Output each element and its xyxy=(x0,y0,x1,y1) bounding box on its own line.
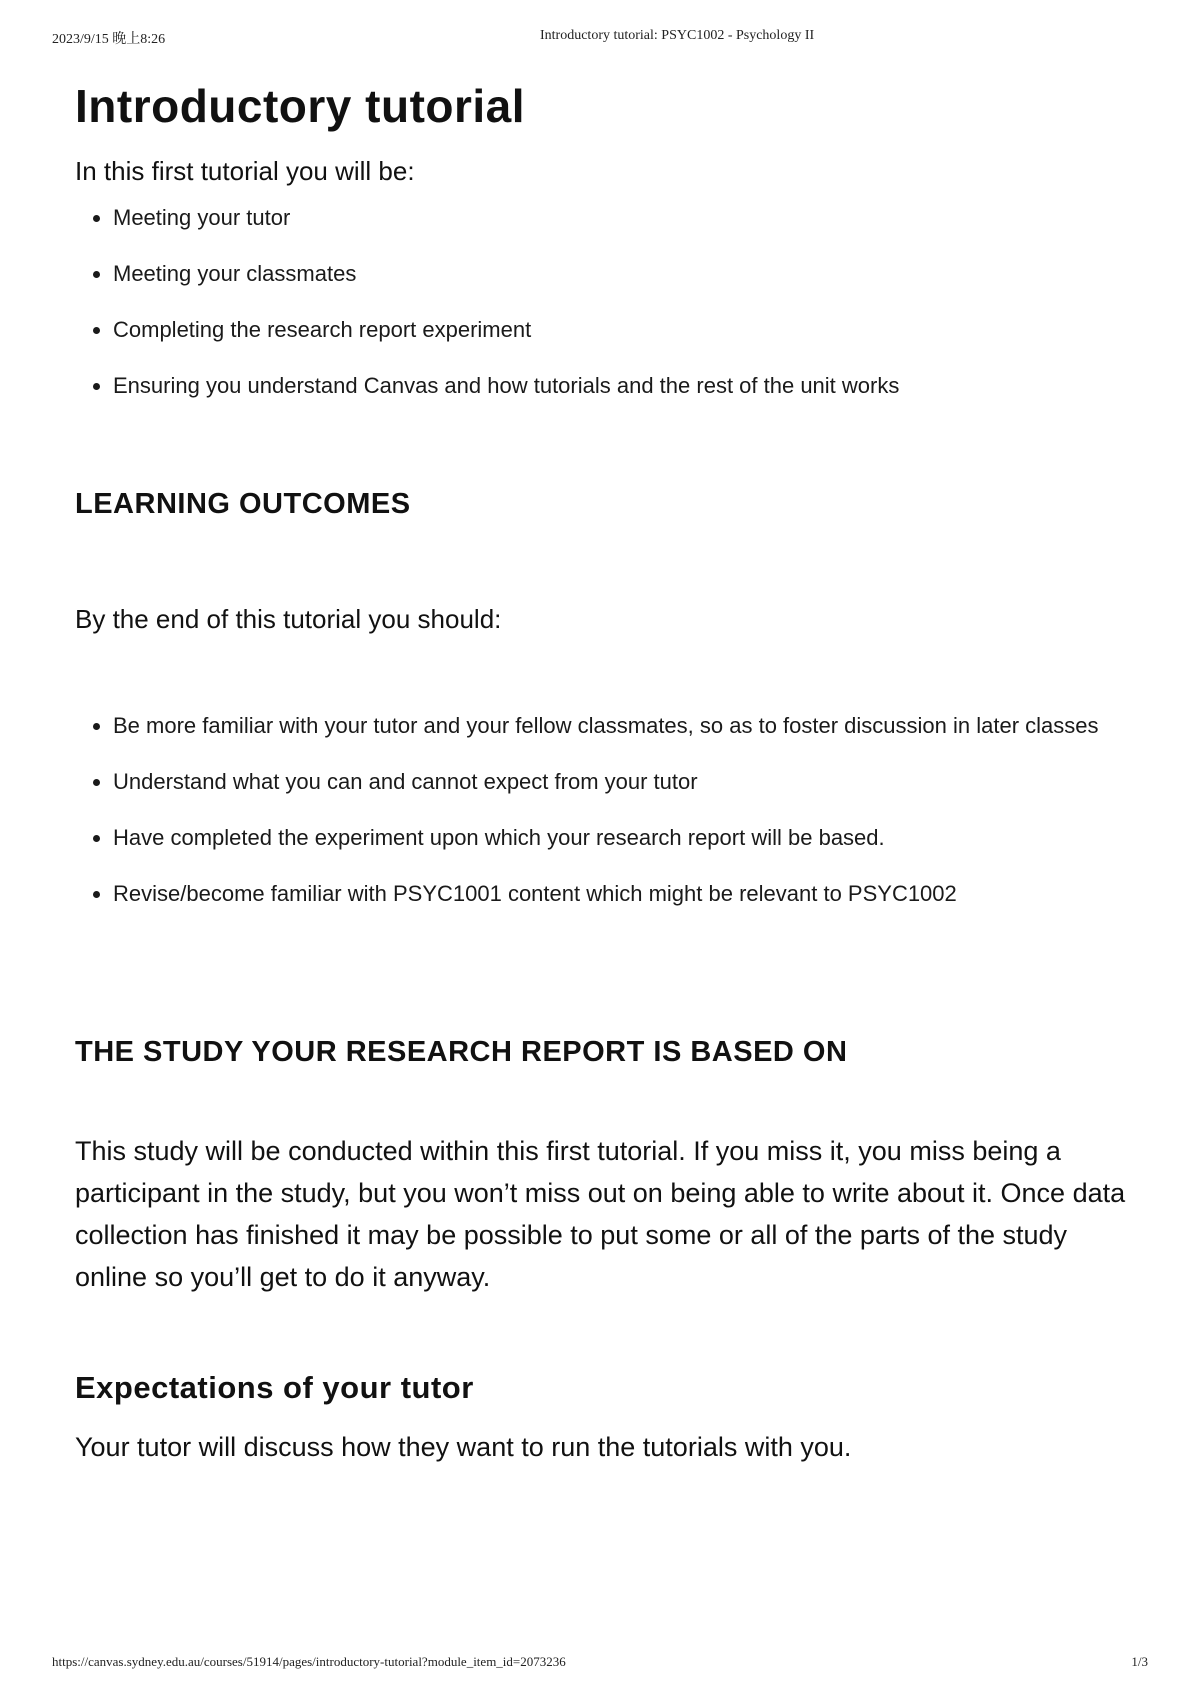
list-item: • Be more familiar with your tutor and your fellow classmates, so as to foster discussion in later classes xyxy=(113,708,1135,744)
outcomes-list xyxy=(75,708,1135,912)
study-text: This study will be conducted within this first tutorial. If you miss it, you miss being a participant in the study, but you won’t miss out on being able to write about it. Once data collection has finished it may be possible to put some or all of the parts of the study online so you’ll get to do it anyway. xyxy=(75,1136,1126,1292)
print-header xyxy=(52,28,1148,48)
page-title: Introductory tutorial xyxy=(75,80,526,132)
print-url: https://canvas.sydney.edu.au/courses/51914/pages/introductory-tutorial?module_item_id=2073236 xyxy=(52,1654,566,1669)
intro-list xyxy=(75,200,1135,404)
outcomes-intro: By the end of this tutorial you should: xyxy=(75,604,502,634)
list-item: • Ensuring you understand Canvas and how tutorials and the rest of the unit works xyxy=(113,368,1135,404)
page-number: 1/3 xyxy=(1131,1654,1148,1669)
tutor-expectations-heading: Expectations of your tutor xyxy=(75,1370,474,1405)
print-footer xyxy=(52,1654,1148,1674)
list-item: • Meeting your classmates xyxy=(113,256,1135,292)
list-item: • Meeting your tutor xyxy=(113,200,1135,236)
learning-outcomes-heading: LEARNING OUTCOMES xyxy=(75,488,411,520)
list-item: • Have completed the experiment upon which your research report will be based. xyxy=(113,820,1135,856)
page-content xyxy=(75,76,1135,1464)
tutor-expectations-text: Your tutor will discuss how they want to run the tutorials with you. xyxy=(75,1432,852,1462)
list-item: • Revise/become familiar with PSYC1001 content which might be relevant to PSYC1002 xyxy=(113,876,1135,912)
list-item: • Understand what you can and cannot expect from your tutor xyxy=(113,764,1135,800)
intro-text: In this first tutorial you will be: xyxy=(75,156,415,186)
study-heading: THE STUDY YOUR RESEARCH REPORT IS BASED ON xyxy=(75,1036,848,1068)
print-date: 2023/9/15 晚上8:26 xyxy=(52,32,166,47)
list-item: • Completing the research report experiment xyxy=(113,312,1135,348)
print-doc-title: Introductory tutorial: PSYC1002 - Psychology II xyxy=(540,28,815,43)
